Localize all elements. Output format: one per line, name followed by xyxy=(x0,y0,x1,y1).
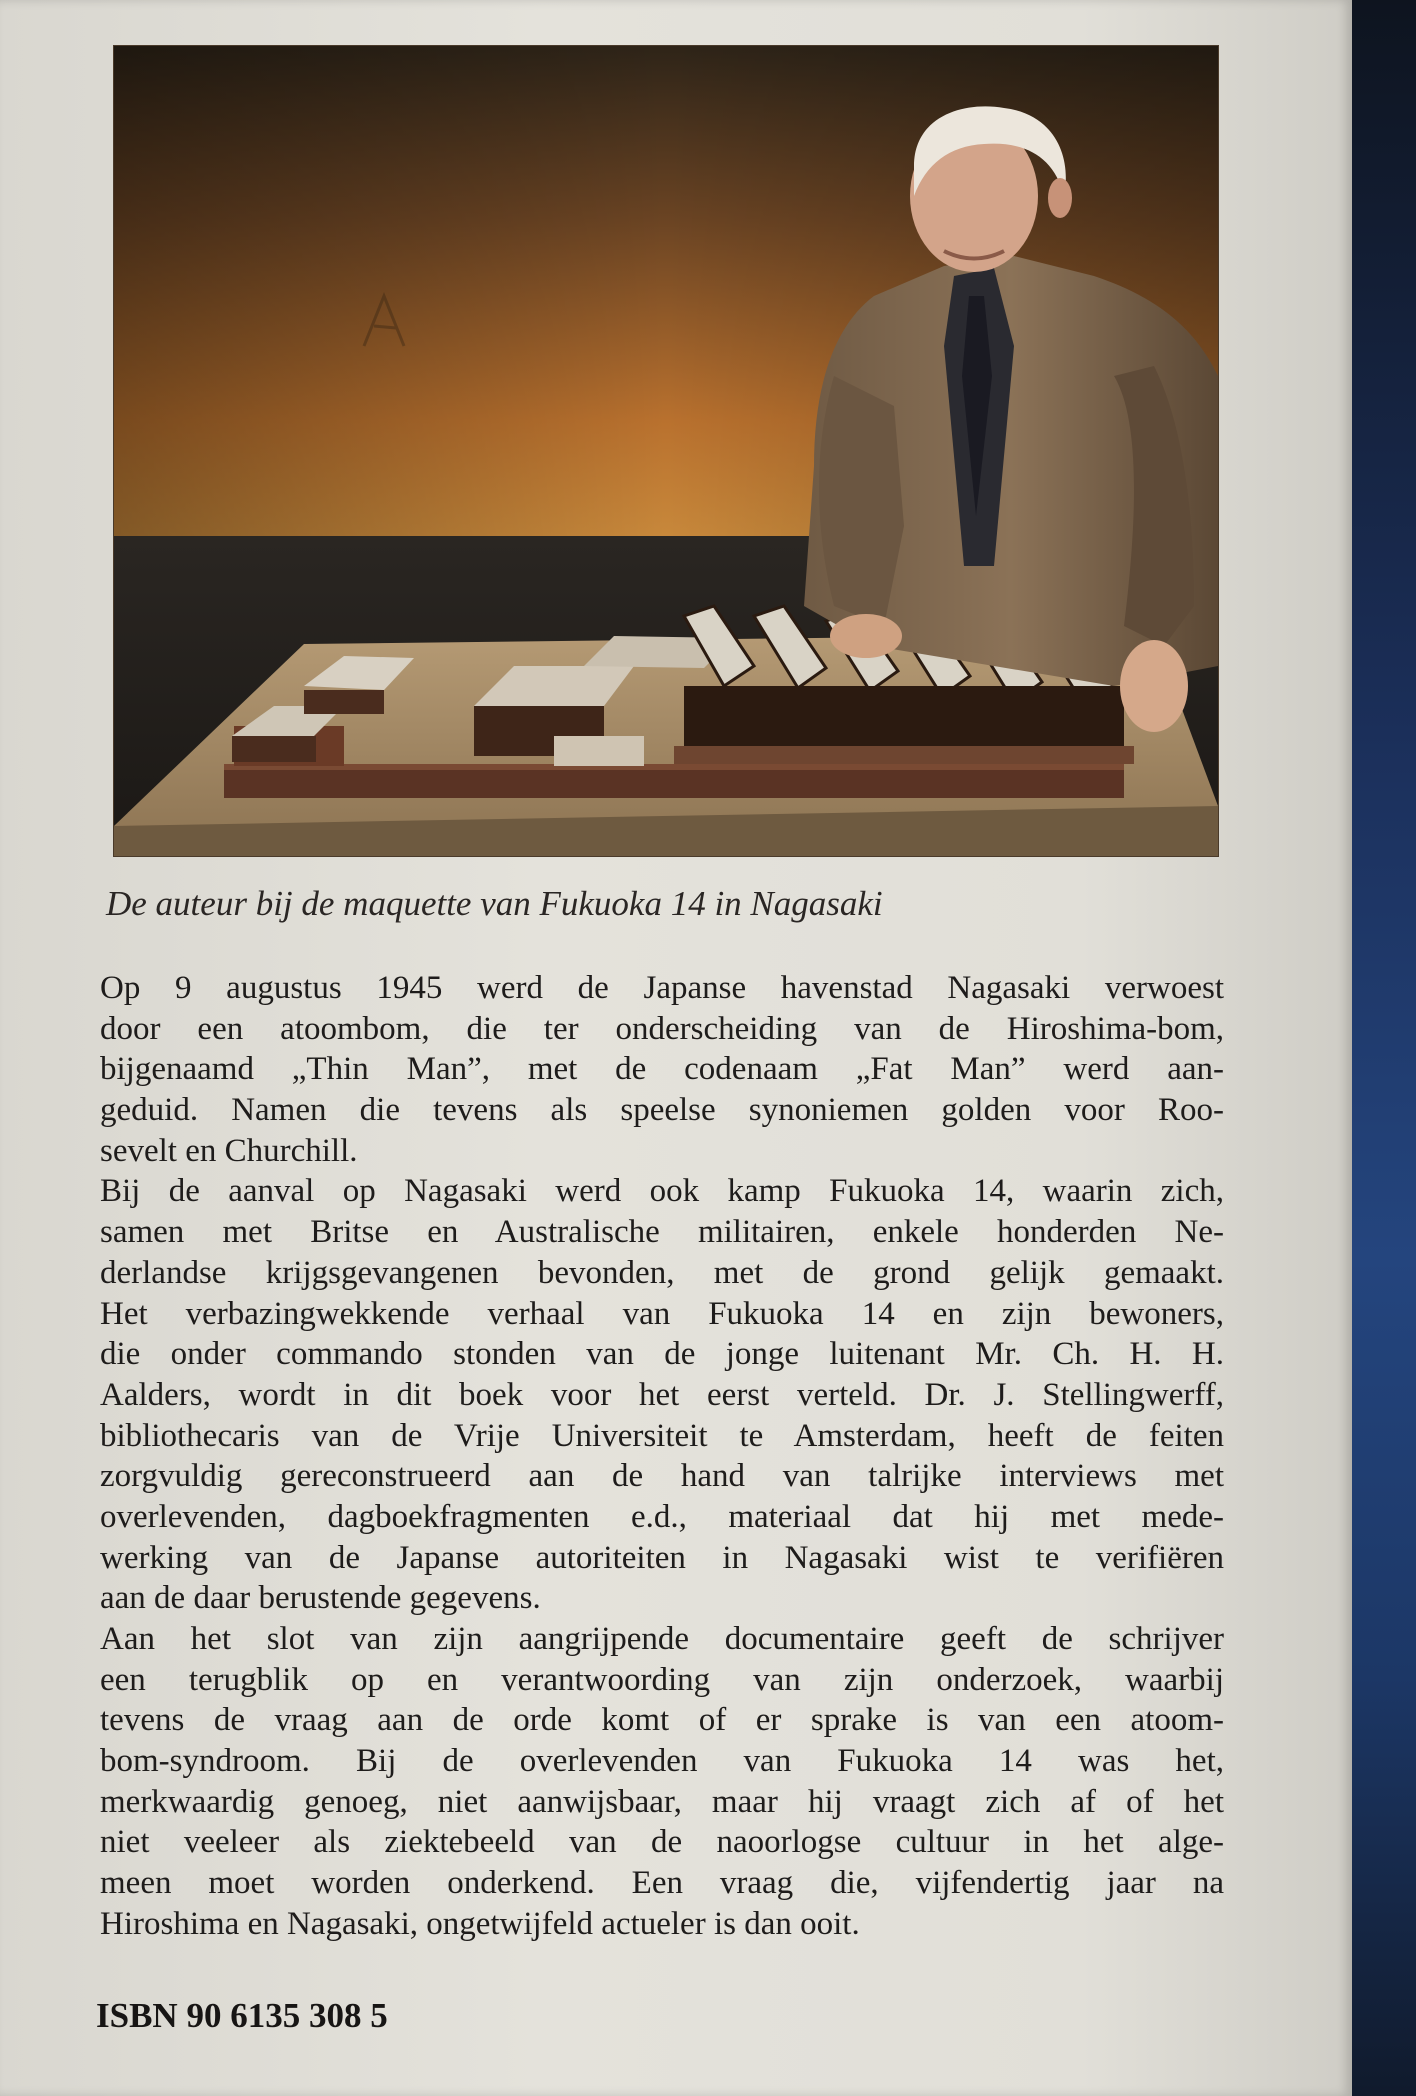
blurb-line: sevelt en Churchill. xyxy=(100,1132,358,1169)
blurb-line: bijgenaamd „Thin Man”, met de codenaam „Fat Man” werd aan- xyxy=(100,1051,1224,1088)
blurb-line: die onder commando stonden van de jonge luitenant Mr. Ch. H. H. xyxy=(100,1336,1224,1373)
blurb-text xyxy=(100,968,1224,1945)
blurb-line: overlevenden, dagboekfragmenten e.d., materiaal dat hij met mede- xyxy=(100,1498,1224,1535)
photograph-author-with-camp-model-icon xyxy=(114,46,1218,856)
blurb-line: Aalders, wordt in dit boek voor het eerst verteld. Dr. J. Stellingwerff, xyxy=(100,1376,1224,1413)
blurb-line: werking van de Japanse autoriteiten in Nagasaki wist te verifiëren xyxy=(100,1539,1224,1576)
blurb-line: Hiroshima en Nagasaki, ongetwijfeld actueler is dan ooit. xyxy=(100,1905,860,1942)
isbn: ISBN 90 6135 308 5 xyxy=(96,1996,388,2035)
blurb-line: samen met Britse en Australische militairen, enkele honderden Ne- xyxy=(100,1214,1224,1251)
book-spine-edge xyxy=(1350,0,1416,2096)
blurb-line: Op 9 augustus 1945 werd de Japanse havenstad Nagasaki verwoest xyxy=(100,970,1224,1006)
blurb-line: bibliothecaris van de Vrije Universiteit te Amsterdam, heeft de feiten xyxy=(100,1417,1224,1454)
blurb-line: Bij de aanval op Nagasaki werd ook kamp Fukuoka 14, waarin zich, xyxy=(100,1173,1224,1210)
blurb-line: merkwaardig genoeg, niet aanwijsbaar, maar hij vraagt zich af of het xyxy=(100,1783,1224,1820)
blurb-line: tevens de vraag aan de orde komt of er sprake is van een atoom- xyxy=(100,1702,1224,1739)
blurb-line: Aan het slot van zijn aangrijpende documentaire geeft de schrijver xyxy=(100,1621,1224,1657)
blurb-line: derlandse krijgsgevangenen bevonden, met de grond gelijk gemaakt. xyxy=(100,1254,1224,1291)
blurb-line: niet veeleer als ziektebeeld van de naoorlogse cultuur in het alge- xyxy=(100,1824,1224,1861)
blurb-line: meen moet worden onderkend. Een vraag die, vijfendertig jaar na xyxy=(100,1865,1224,1902)
blurb-line: bom-syndroom. Bij de overlevenden van Fukuoka 14 was het, xyxy=(100,1743,1224,1780)
blurb-line: Het verbazingwekkende verhaal van Fukuoka 14 en zijn bewoners, xyxy=(100,1295,1224,1332)
author-photo xyxy=(113,45,1219,857)
blurb-paragraph xyxy=(100,1171,1224,1619)
blurb-line: een terugblik op en verantwoording van zijn onderzoek, waarbij xyxy=(100,1661,1224,1698)
blurb-line: geduid. Namen die tevens als speelse synoniemen golden voor Roo- xyxy=(100,1092,1224,1129)
blurb-line: aan de daar berustende gegevens. xyxy=(100,1580,541,1617)
blurb-paragraph xyxy=(100,1619,1224,1945)
blurb-paragraph xyxy=(100,968,1224,1171)
photo-caption: De auteur bij de maquette van Fukuoka 14 in Nagasaki xyxy=(106,884,883,923)
blurb-line: door een atoombom, die ter onderscheiding van de Hiroshima-bom, xyxy=(100,1010,1224,1047)
blurb-line: zorgvuldig gereconstrueerd aan de hand van talrijke interviews met xyxy=(100,1458,1224,1495)
